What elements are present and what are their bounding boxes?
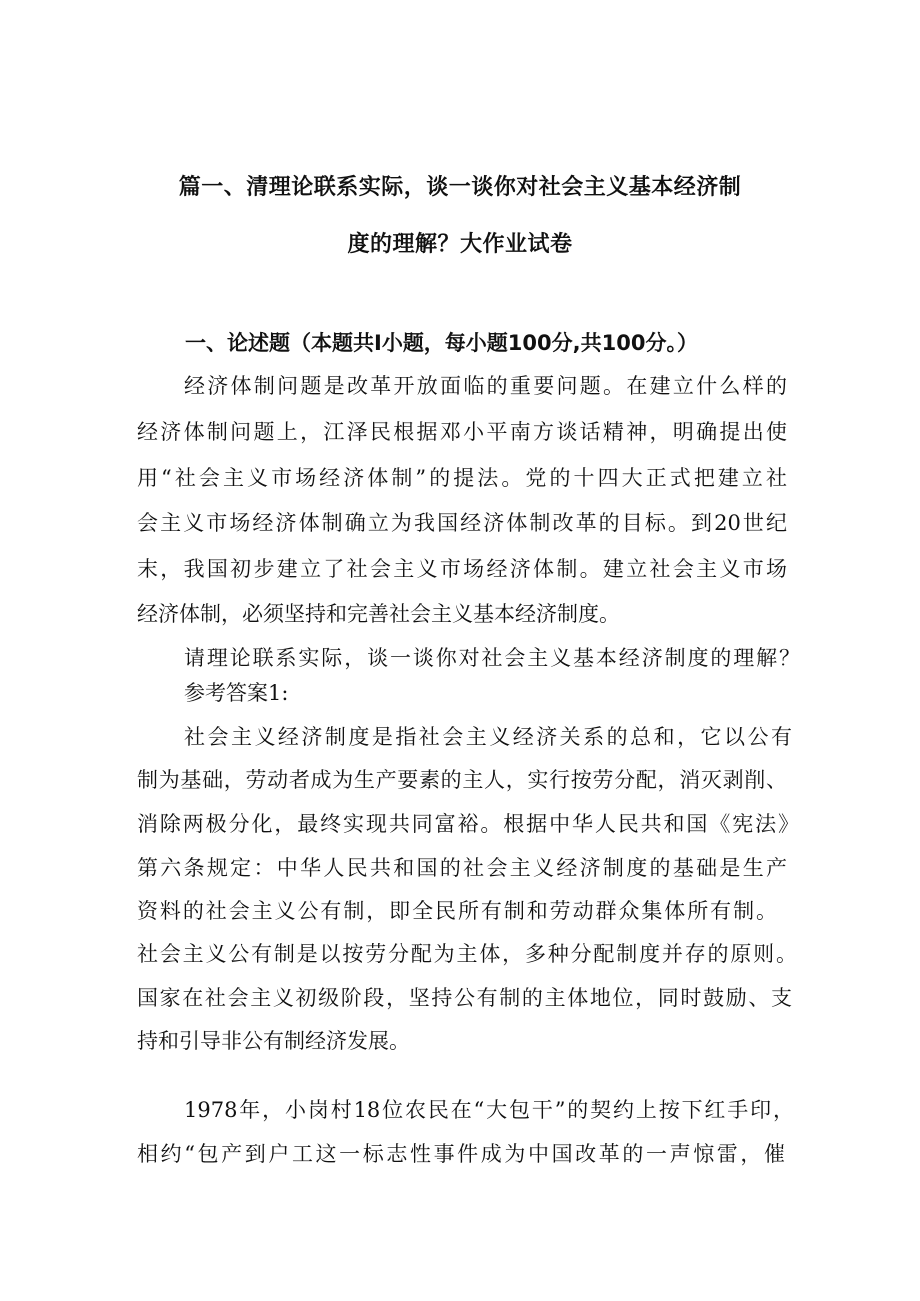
paragraph-2-line: 社会主义公有制是以按劳分配为主体，多种分配制度并存的原则。 — [137, 942, 797, 966]
paragraph-3-line: 1978年，小岗村18位农民在“大包干”的契约上按下红手印， — [184, 1098, 794, 1122]
document-title-line-1: 篇一、清理论联系实际，谈一谈你对社会主义基本经济制 — [178, 175, 742, 200]
paragraph-2-line: 资料的社会主义公有制，即全民所有制和劳动群众集体所有制。 — [137, 899, 777, 923]
answer-label: 参考答案1: — [184, 681, 289, 705]
paragraph-1-line: 经济体制问题上，江泽民根据邓小平南方谈话精神，明确提出使 — [137, 420, 787, 444]
paragraph-1-line: 用“社会主义市场经济体制”的提法。党的十四大正式把建立社 — [137, 466, 787, 490]
question-text: 请理论联系实际，谈一谈你对社会主义基本经济制度的理解？ — [184, 646, 800, 670]
paragraph-2-line: 持和引导非公有制经济发展。 — [137, 1029, 410, 1053]
paragraph-2-line: 国家在社会主义初级阶段，坚持公有制的主体地位，同时鼓励、支 — [137, 986, 792, 1010]
paragraph-1-line: 经济体制问题是改革开放面临的重要问题。在建立什么样的 — [184, 374, 787, 398]
paragraph-1-line: 末，我国初步建立了社会主义市场经济体制。建立社会主义市场 — [137, 557, 787, 581]
paragraph-1-line: 会主义市场经济体制确立为我国经济体制改革的目标。到20世纪 — [137, 511, 787, 535]
paragraph-2-line: 社会主义经济制度是指社会主义经济关系的总和，它以公有 — [184, 725, 792, 749]
paragraph-3-line: 相约“包产到户工这一标志性事件成为中国改革的一声惊雷，催 — [137, 1142, 785, 1166]
section-heading: 一、论述题（本题共I小题，每小题100分,共100分。） — [185, 331, 698, 355]
document-title-line-2: 度的理解？大作业试卷 — [347, 232, 573, 257]
paragraph-2-line: 制为基础，劳动者成为生产要素的主人，实行按劳分配，消灭剥削、 — [137, 768, 787, 792]
paragraph-2-line: 第六条规定：中华人民共和国的社会主义经济制度的基础是生产 — [137, 856, 787, 880]
paragraph-1-line: 经济体制，必须坚持和完善社会主义基本经济制度。 — [137, 602, 620, 626]
paragraph-2-line: 消除两极分化，最终实现共同富裕。根据中华人民共和国《宪法》 — [137, 812, 799, 836]
